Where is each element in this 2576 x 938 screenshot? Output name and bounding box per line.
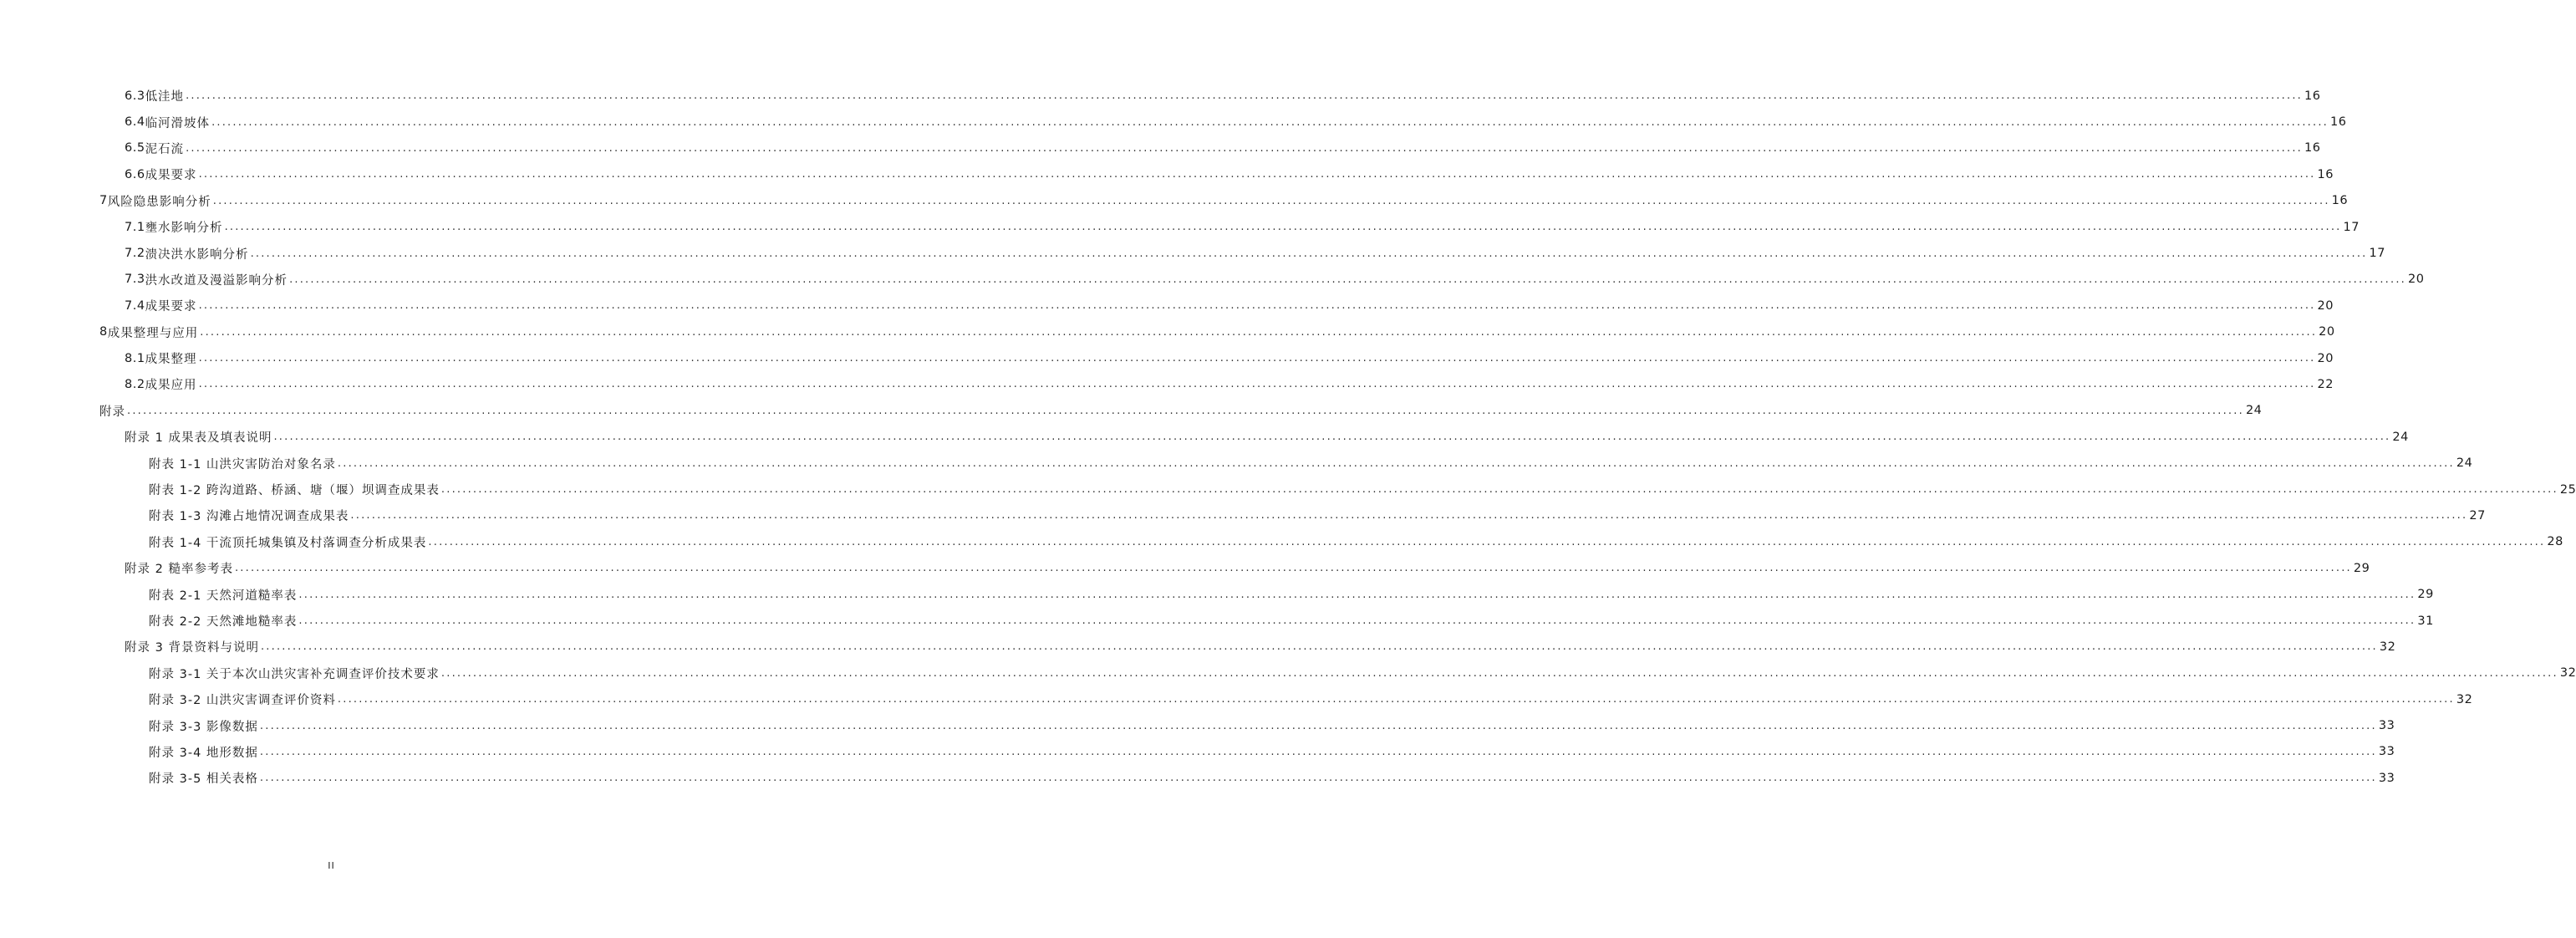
toc-entry-title: 附表 1-2 跨沟道路、桥涵、塘（堰）坝调查成果表 [149, 484, 440, 498]
toc-entry-number: 6.3 [125, 89, 145, 103]
toc-entry[interactable] [0, 83, 2321, 109]
toc-entry[interactable] [0, 161, 2334, 187]
toc-entry-title: 附录 2 糙率参考表 [125, 563, 233, 577]
toc-entry-title: 壅水影响分析 [145, 222, 223, 236]
toc-dot-leader: ................................................................................................................................................................................................................................................................................................................................................................................................................ [440, 666, 2558, 680]
toc-entry-title: 附表 1-1 山洪灾害防治对象名录 [149, 457, 336, 472]
toc-entry-page: 16 [2304, 141, 2321, 155]
toc-entry-title: 附表 1-3 沟滩占地情况调查成果表 [149, 510, 349, 524]
toc-entry-page: 29 [2353, 561, 2370, 575]
toc-entry[interactable] [0, 555, 2370, 581]
toc-dot-leader: ................................................................................................................................................................................................................................................................................................................................................................................................................ [259, 772, 2377, 785]
toc-entry[interactable] [0, 267, 2425, 293]
toc-entry-title: 成果要求 [145, 169, 197, 183]
toc-entry-title: 附录 [99, 405, 125, 419]
toc-dot-leader: ................................................................................................................................................................................................................................................................................................................................................................................................................ [273, 431, 2391, 444]
toc-entry[interactable] [0, 214, 2360, 240]
toc-entry[interactable] [0, 188, 2349, 214]
toc-dot-leader: ................................................................................................................................................................................................................................................................................................................................................................................................................ [289, 273, 2406, 286]
toc-dot-leader: ................................................................................................................................................................................................................................................................................................................................................................................................................ [350, 509, 2468, 523]
toc-entry-page: 20 [2408, 273, 2425, 287]
toc-entry-title: 成果要求 [145, 300, 197, 314]
toc-entry-page: 20 [2317, 351, 2334, 365]
toc-dot-leader: ................................................................................................................................................................................................................................................................................................................................................................................................................ [259, 745, 2377, 758]
toc-entry-number: 6.4 [125, 115, 145, 130]
toc-entry[interactable] [0, 529, 2563, 555]
toc-entry-title: 溃决洪水影响分析 [145, 247, 249, 262]
toc-dot-leader: ................................................................................................................................................................................................................................................................................................................................................................................................................ [186, 141, 2303, 155]
toc-entry-title: 风险隐患影响分析 [107, 195, 211, 209]
toc-entry-page: 29 [2417, 588, 2434, 602]
toc-entry-page: 24 [2245, 404, 2263, 418]
page-number: II [328, 860, 335, 871]
toc-dot-leader: ................................................................................................................................................................................................................................................................................................................................................................................................................ [234, 562, 2352, 575]
toc-entry[interactable] [0, 135, 2321, 161]
toc-entry-page: 28 [2547, 535, 2563, 549]
toc-dot-leader: ................................................................................................................................................................................................................................................................................................................................................................................................................ [198, 378, 2316, 391]
toc-entry-page: 32 [2559, 666, 2576, 681]
toc-entry-page: 22 [2317, 377, 2334, 391]
toc-dot-leader: ................................................................................................................................................................................................................................................................................................................................................................................................................ [224, 221, 2342, 234]
toc-entry-title: 附录 3-4 地形数据 [149, 746, 258, 760]
toc-entry[interactable] [0, 765, 2395, 791]
toc-entry-page: 24 [2456, 456, 2473, 471]
toc-entry[interactable] [0, 345, 2334, 371]
toc-entry-page: 16 [2331, 194, 2349, 208]
toc-dot-leader: ................................................................................................................................................................................................................................................................................................................................................................................................................ [337, 693, 2455, 706]
toc-entry-page: 16 [2304, 89, 2321, 103]
toc-entry-page: 27 [2469, 508, 2486, 523]
toc-entry-title: 临河滑坡体 [145, 116, 211, 130]
toc-entry-page: 16 [2330, 115, 2347, 130]
toc-dot-leader: ................................................................................................................................................................................................................................................................................................................................................................................................................ [298, 588, 2416, 601]
toc-entry-page: 16 [2317, 167, 2334, 181]
toc-entry[interactable] [0, 686, 2473, 712]
toc-entry-title: 附表 1-4 干流顶托城集镇及村落调查分析成果表 [149, 536, 427, 550]
toc-entry-title: 成果应用 [145, 379, 197, 393]
toc-entry[interactable] [0, 634, 2396, 660]
toc-entry-title: 洪水改道及漫溢影响分析 [145, 273, 288, 288]
table-of-contents [0, 83, 2576, 792]
toc-entry-page: 33 [2378, 745, 2395, 759]
toc-dot-leader: ................................................................................................................................................................................................................................................................................................................................................................................................................ [440, 483, 2558, 497]
toc-dot-leader: ................................................................................................................................................................................................................................................................................................................................................................................................................ [337, 456, 2455, 470]
toc-entry[interactable] [0, 502, 2486, 528]
toc-dot-leader: ................................................................................................................................................................................................................................................................................................................................................................................................................ [198, 168, 2316, 181]
toc-entry-number: 8 [99, 325, 108, 339]
toc-entry-page: 31 [2417, 614, 2434, 628]
toc-entry[interactable] [0, 109, 2347, 135]
toc-dot-leader: ................................................................................................................................................................................................................................................................................................................................................................................................................ [198, 352, 2316, 365]
toc-entry-title: 成果整理 [145, 353, 197, 367]
toc-dot-leader: ................................................................................................................................................................................................................................................................................................................................................................................................................ [260, 640, 2378, 654]
toc-entry[interactable] [0, 477, 2576, 502]
toc-entry-page: 25 [2559, 482, 2576, 497]
toc-entry-title: 低洼地 [145, 90, 185, 105]
toc-entry[interactable] [0, 319, 2335, 345]
toc-dot-leader: ................................................................................................................................................................................................................................................................................................................................................................................................................ [298, 614, 2416, 627]
toc-entry[interactable] [0, 424, 2409, 450]
toc-entry-number: 7.2 [125, 247, 145, 261]
toc-entry[interactable] [0, 660, 2576, 686]
toc-entry-page: 24 [2392, 430, 2409, 444]
toc-entry-number: 7.3 [125, 273, 145, 287]
toc-entry-number: 8.2 [125, 377, 145, 391]
toc-entry[interactable] [0, 293, 2334, 319]
toc-entry-number: 8.1 [125, 351, 145, 365]
toc-entry-page: 20 [2317, 298, 2334, 313]
toc-entry-page: 20 [2319, 325, 2335, 339]
toc-entry-title: 附录 3-2 山洪灾害调查评价资料 [149, 694, 336, 708]
toc-entry-title: 泥石流 [145, 142, 185, 156]
toc-entry-number: 7 [99, 194, 108, 208]
toc-entry[interactable] [0, 398, 2263, 424]
toc-entry[interactable] [0, 240, 2385, 266]
toc-entry-page: 33 [2378, 719, 2395, 733]
toc-entry[interactable] [0, 371, 2334, 397]
toc-entry-title: 附录 1 成果表及填表说明 [125, 431, 272, 446]
toc-entry-page: 17 [2369, 247, 2385, 261]
toc-dot-leader: ................................................................................................................................................................................................................................................................................................................................................................................................................ [211, 115, 2329, 129]
toc-dot-leader: ................................................................................................................................................................................................................................................................................................................................................................................................................ [250, 247, 2368, 260]
toc-entry[interactable] [0, 608, 2434, 634]
toc-dot-leader: ................................................................................................................................................................................................................................................................................................................................................................................................................ [259, 719, 2377, 732]
toc-entry[interactable] [0, 739, 2395, 765]
toc-entry-title: 附录 3-3 影像数据 [149, 720, 258, 734]
toc-dot-leader: ................................................................................................................................................................................................................................................................................................................................................................................................................ [428, 535, 2546, 548]
toc-dot-leader: ................................................................................................................................................................................................................................................................................................................................................................................................................ [127, 404, 2244, 417]
toc-entry[interactable] [0, 581, 2434, 607]
toc-entry-title: 附录 3-5 相关表格 [149, 772, 258, 787]
toc-dot-leader: ................................................................................................................................................................................................................................................................................................................................................................................................................ [200, 325, 2318, 339]
toc-dot-leader: ................................................................................................................................................................................................................................................................................................................................................................................................................ [212, 194, 2330, 207]
toc-entry-page: 17 [2343, 220, 2360, 234]
toc-entry-number: 7.1 [125, 220, 145, 234]
toc-entry[interactable] [0, 712, 2395, 738]
toc-entry-title: 成果整理与应用 [107, 326, 199, 340]
toc-entry-page: 33 [2378, 771, 2395, 785]
toc-entry[interactable] [0, 450, 2473, 476]
toc-entry-number: 6.6 [125, 167, 145, 181]
toc-entry-title: 附表 2-2 天然滩地糙率表 [149, 615, 298, 629]
toc-entry-title: 附录 3 背景资料与说明 [125, 641, 259, 655]
toc-entry-title: 附录 3-1 关于本次山洪灾害补充调查评价技术要求 [149, 667, 440, 681]
toc-entry-page: 32 [2379, 640, 2396, 654]
toc-dot-leader: ................................................................................................................................................................................................................................................................................................................................................................................................................ [186, 89, 2303, 103]
toc-entry-number: 7.4 [125, 298, 145, 313]
toc-entry-title: 附表 2-1 天然河道糙率表 [149, 589, 298, 603]
toc-entry-number: 6.5 [125, 141, 145, 155]
toc-dot-leader: ................................................................................................................................................................................................................................................................................................................................................................................................................ [198, 299, 2316, 313]
toc-entry-page: 32 [2456, 692, 2473, 706]
